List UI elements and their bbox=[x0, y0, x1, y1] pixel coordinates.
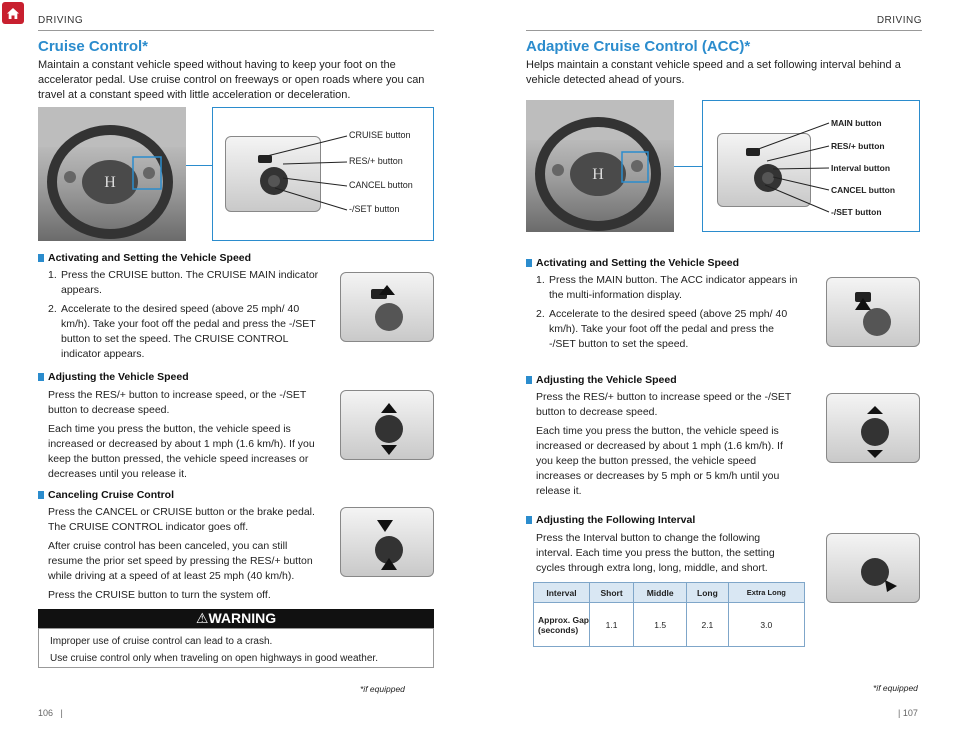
callout-cancel-button: CANCEL button bbox=[349, 180, 413, 190]
main-button-press-image bbox=[826, 277, 920, 347]
table-cell: 1.1 bbox=[590, 603, 634, 647]
callout-set-button: -/SET button bbox=[349, 204, 400, 214]
cruise-button-press-image bbox=[340, 272, 434, 342]
header-rule-left bbox=[38, 30, 434, 31]
cancel-press-image bbox=[340, 507, 434, 577]
steering-wheel-icon bbox=[526, 100, 674, 232]
table-header: Long bbox=[687, 583, 728, 603]
header-rule-right bbox=[526, 30, 922, 31]
callout-main-button: MAIN button bbox=[831, 118, 882, 128]
section-header-left: DRIVING bbox=[38, 15, 84, 26]
intro-cruise-control: Maintain a constant vehicle speed without having to keep your foot on the accelerator pedal. Use cruise control on freeways or open roads where you can travel at a constant speed with little acceleration or deceleration. bbox=[38, 59, 425, 101]
section-marker bbox=[526, 259, 532, 267]
section-marker bbox=[38, 373, 44, 381]
callout-connector-right bbox=[674, 166, 702, 167]
section-heading: Activating and Setting the Vehicle Speed bbox=[526, 257, 739, 269]
acc-steering-wheel-photo bbox=[526, 100, 674, 232]
warning-label: WARNING bbox=[208, 610, 277, 626]
section-body: Press the RES/+ button to increase speed or the -/SET button to decrease speed. Each time you press the button, the vehicle speed is increased or decreased by about 1 mph (1.6 km/h). If you keep the button pressed, the vehicle speed increases or decreases by 5 mph or 5 km/h until you release it. bbox=[536, 391, 792, 497]
table-header: Extra Long bbox=[728, 583, 804, 603]
table-header-row bbox=[534, 583, 805, 603]
arrow-down-icon bbox=[381, 403, 397, 413]
callout-res-button: RES/+ button bbox=[831, 141, 885, 151]
section-body bbox=[536, 273, 798, 352]
svg-text:H: H bbox=[592, 166, 604, 183]
page-number-right: | 107 bbox=[898, 708, 918, 718]
callout-interval-button: Interval button bbox=[831, 163, 891, 173]
list-item: 1. Press the CRUISE button. The CRUISE MAIN indicator appears. bbox=[48, 269, 319, 296]
callout-set-button: -/SET button bbox=[831, 207, 882, 217]
warning-line: Use cruise control only when traveling on open highways in good weather. bbox=[50, 653, 378, 664]
page-number-left: 106 | bbox=[38, 708, 63, 718]
arrow-down-icon bbox=[867, 406, 883, 414]
table-cell: 3.0 bbox=[728, 603, 804, 647]
table-header: Interval bbox=[534, 583, 590, 603]
warning-triangle-icon: ⚠ bbox=[195, 610, 209, 626]
callout-cruise-buttons bbox=[212, 107, 434, 241]
list-item: 2. Accelerate to the desired speed (above 25 mph/ 40 km/h). Take your foot off the pedal and press the -/SET button to set the speed. The CRUISE CONTROL indicator appears. bbox=[48, 303, 316, 360]
page-title-acc: Adaptive Cruise Control (ACC)* bbox=[526, 38, 751, 55]
footnote-left: *if equipped bbox=[360, 684, 405, 694]
callout-res-button: RES/+ button bbox=[349, 156, 403, 166]
list-item: 2. Accelerate to the desired speed (above 25 mph/ 40 km/h). Take your foot off the pedal and press the -/SET button to set the speed. bbox=[536, 308, 788, 350]
section-marker bbox=[526, 376, 532, 384]
section-heading: Adjusting the Following Interval bbox=[526, 514, 695, 526]
section-heading: Activating and Setting the Vehicle Speed bbox=[38, 252, 251, 264]
section-heading: Canceling Cruise Control bbox=[38, 489, 174, 501]
section-body bbox=[48, 268, 320, 362]
callout-cruise-button: CRUISE button bbox=[349, 130, 411, 140]
steering-wheel-photo bbox=[38, 107, 186, 241]
section-marker bbox=[526, 516, 532, 524]
warning-line: Improper use of cruise control can lead to a crash. bbox=[50, 636, 273, 647]
table-header: Middle bbox=[634, 583, 687, 603]
list-item: 1. Press the MAIN button. The ACC indicator appears in the multi-information display. bbox=[536, 274, 798, 301]
res-set-press-image bbox=[340, 390, 434, 460]
intro-acc: Helps maintain a constant vehicle speed and a set following interval behind a vehicle detected ahead of yours. bbox=[526, 59, 901, 86]
section-body: Press the RES/+ button to increase speed, or the -/SET button to decrease speed. Each time you press the button, the vehicle speed is increased or decreased by about 1 mph (1.6 km/h). If you keep the button pressed, the vehicle speed increases or decreases until you release it. bbox=[48, 389, 315, 480]
warning-box bbox=[38, 628, 434, 668]
section-heading: Adjusting the Vehicle Speed bbox=[38, 371, 189, 383]
warning-bar bbox=[38, 609, 434, 628]
callout-lines bbox=[213, 108, 435, 242]
svg-text:H: H bbox=[104, 174, 116, 191]
interval-press-image bbox=[826, 533, 920, 603]
section-heading: Adjusting the Vehicle Speed bbox=[526, 374, 677, 386]
callout-acc-buttons bbox=[702, 100, 920, 232]
table-row bbox=[534, 603, 805, 647]
arrow-up-icon bbox=[867, 450, 883, 458]
section-header-right: DRIVING bbox=[876, 15, 922, 26]
steering-wheel-icon bbox=[38, 107, 186, 241]
callout-connector-left bbox=[186, 165, 212, 166]
arrow-up-icon bbox=[885, 580, 897, 592]
interval-table bbox=[533, 582, 805, 647]
page-title-cruise-control: Cruise Control* bbox=[38, 38, 149, 55]
home-icon[interactable] bbox=[2, 2, 24, 24]
acc-res-set-press-image bbox=[826, 393, 920, 463]
section-body: Press the CANCEL or CRUISE button or the brake pedal. The CRUISE CONTROL indicator goes off. After cruise control has been canceled, you can still resume the prior set speed by pressing the RES/+ button while driving at a speed of at least 25 mph (40 km/h). Press the CRUISE button to turn the system off. bbox=[48, 506, 315, 601]
table-cell: 1.5 bbox=[634, 603, 687, 647]
section-marker bbox=[38, 491, 44, 499]
arrow-down-icon bbox=[377, 520, 393, 532]
table-header: Short bbox=[590, 583, 634, 603]
footnote-right: *if equipped bbox=[873, 683, 918, 693]
arrow-up-icon bbox=[381, 445, 397, 455]
section-body: Press the Interval button to change the following interval. Each time you press the button, the setting cycles through extra long, long, middle, and short. bbox=[536, 532, 775, 574]
table-row-label: Approx. Gap (seconds) bbox=[534, 603, 590, 647]
table-cell: 2.1 bbox=[687, 603, 728, 647]
section-marker bbox=[38, 254, 44, 262]
callout-cancel-button: CANCEL button bbox=[831, 185, 896, 195]
